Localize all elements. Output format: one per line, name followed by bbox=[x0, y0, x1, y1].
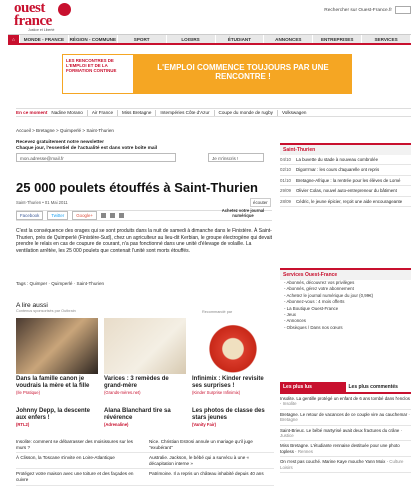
newsletter-email-field[interactable]: mon.adresse@mail.fr bbox=[16, 153, 176, 162]
most-read-item[interactable]: On n'est pas couché. Marine Kaye mouche Yann Moix · Culture Loisirs bbox=[280, 457, 411, 473]
banner-right-text: L'EMPLOI COMMENCE TOUJOURS PAR UNE RENCONTRE ! bbox=[157, 63, 329, 81]
read-also-link[interactable]: Les photos de classe des stars jeunes (Vanity Fair) bbox=[192, 408, 265, 428]
tile-photo[interactable] bbox=[16, 318, 98, 374]
related-link-row bbox=[16, 469, 274, 485]
service-link[interactable]: - Abonnés, découvrez vos privilèges bbox=[284, 280, 355, 285]
article-title: 25 000 poulets étouffés à Saint-Thurien bbox=[16, 180, 258, 195]
tile-title[interactable]: Dans la famille canon je voudrais la mère et la fille bbox=[16, 376, 90, 389]
newsletter-subscribe-button[interactable]: Je m'inscris ! bbox=[208, 153, 264, 162]
main-nav bbox=[8, 34, 411, 45]
tab-most-commented[interactable]: Les plus commentés bbox=[346, 382, 412, 394]
trending-item[interactable]: Miss Bretagne bbox=[122, 110, 152, 115]
tab-most-read[interactable]: Les plus lus bbox=[280, 382, 346, 394]
related-link-row bbox=[16, 437, 274, 453]
related-links bbox=[16, 437, 274, 486]
logo-dot bbox=[58, 3, 71, 16]
top-search bbox=[324, 6, 411, 14]
sidebar-item[interactable]: 01/10 Bretagne-Afrique : la rentrée pour les élèves de Lomé bbox=[280, 176, 411, 186]
most-read-item[interactable]: Miss Bretagne. L'étudiante rennaise destituée pour une photo topless · Rennes bbox=[280, 441, 411, 457]
services-box bbox=[280, 268, 411, 331]
trending-label: En ce moment bbox=[16, 110, 48, 115]
comment-icon[interactable] bbox=[119, 213, 124, 218]
read-also-tile[interactable] bbox=[104, 318, 186, 395]
trending-item[interactable]: Coupe du monde de rugby bbox=[218, 110, 273, 115]
sponsor-note: Contenus sponsorisés par Outbrain bbox=[16, 309, 76, 313]
read-also-tile[interactable] bbox=[192, 318, 274, 395]
recommended-note: Recommandé par bbox=[202, 310, 233, 314]
most-read-tabs bbox=[280, 382, 411, 394]
trending-item[interactable]: Nadine Morano bbox=[51, 110, 83, 115]
search-label[interactable]: Rechercher sur Ouest-France.fr bbox=[324, 7, 392, 13]
service-link[interactable]: - Abonnés, gérez votre abonnement bbox=[284, 286, 354, 292]
nav-loisirs[interactable]: LOISIRS bbox=[167, 35, 216, 43]
most-read-box bbox=[280, 382, 411, 473]
ad-banner[interactable] bbox=[62, 54, 352, 94]
tile-source: (Kinder Surprise Infinimix) bbox=[192, 390, 241, 396]
search-ok-button[interactable] bbox=[395, 6, 411, 14]
related-link[interactable]: Patrimoine. Il a repris un château inhabité depuis 40 ans bbox=[149, 471, 264, 477]
services-header: Services Ouest-France bbox=[280, 268, 411, 280]
listen-button[interactable]: écouter bbox=[250, 198, 271, 207]
twitter-button[interactable]: Twitter bbox=[47, 211, 68, 220]
most-read-item[interactable]: Saint-Brieuc. Le bébé martyrisé avait deux fractures du crâne · Justice bbox=[280, 426, 411, 442]
local-news-sidebar bbox=[280, 143, 411, 207]
breadcrumb[interactable]: Accueil > Bretagne > Quimperlé > Saint-Thurien bbox=[16, 128, 114, 133]
email-icon[interactable] bbox=[101, 213, 106, 218]
nav-monde-france[interactable]: MONDE - FRANCE bbox=[20, 35, 69, 43]
tile-photo[interactable] bbox=[192, 318, 274, 374]
sidebar-header[interactable]: Saint-Thurien bbox=[280, 143, 411, 155]
nav-sport[interactable]: SPORT bbox=[118, 35, 167, 43]
nav-services[interactable]: SERVICES bbox=[362, 35, 411, 43]
service-link[interactable]: - Obsèques / Dans nos cœurs bbox=[284, 324, 343, 330]
print-icon[interactable] bbox=[110, 213, 115, 218]
article-tags[interactable]: Tags : Quimper · Quimperlé · Saint-Thurien bbox=[16, 281, 105, 286]
newsletter-text bbox=[16, 140, 157, 152]
service-link[interactable]: - Achetez le journal numérique du jour (0,99€) bbox=[284, 292, 374, 298]
related-link[interactable]: Australie. Jackson, le bébé qui a survécu à une « décapitation interne » bbox=[149, 455, 250, 466]
related-link[interactable]: À Clisson, la Toscane s'invite en Loire-Atlantique bbox=[16, 455, 115, 461]
nav-home-icon[interactable]: ⌂ bbox=[8, 35, 20, 43]
logo-text: ouest france bbox=[14, 0, 52, 29]
banner-left-text: LES RENCONTRES DE L'EMPLOI ET DE LA FORMATION CONTINUE bbox=[62, 54, 134, 94]
related-link[interactable]: Nice. Christian Estrosi annule un mariage qu'il juge "exubérant" bbox=[149, 439, 253, 450]
sidebar-item[interactable]: 28/09 Cédric, le jeune épicier, reçoit une aide encourageante bbox=[280, 197, 411, 207]
newsletter-line2: Chaque jour, l'essentiel de l'actualité est dans votre boîte mail bbox=[16, 146, 158, 151]
nav-annonces[interactable]: ANNONCES bbox=[264, 35, 313, 43]
logo-tagline: Justice et Liberté bbox=[28, 28, 55, 32]
service-link[interactable]: - La Boutique Ouest-France bbox=[284, 305, 339, 311]
service-link[interactable]: - Abonnez-vous : 4 mois offerts bbox=[284, 299, 345, 305]
site-logo[interactable] bbox=[14, 2, 74, 30]
nav-entreprises[interactable]: ENTREPRISES bbox=[313, 35, 362, 43]
service-link[interactable]: - Annonces bbox=[284, 318, 306, 324]
buy-digital-link[interactable]: Achetez votre journal numérique bbox=[221, 208, 265, 218]
article-body: C'est la conséquence des orages qui se sont produits dans la nuit de samedi à dimanche dans le Finistère. À Saint-Thurien, près de Quimperlé (Finistère-Sud), chez un agriculteur au lieu-dit Kerbian, le groupe électrogène qui devait prendre le relais en cas de coupure de courant, n'a pas fonctionné dans une unité d'élevage de volaille. La ventilation arrêtée, les 25 000 poulets que contenait l'unité sont morts étouffés. bbox=[16, 228, 272, 254]
read-also-link[interactable]: Johnny Depp, la descente aux enfers ! (RTL2) bbox=[16, 408, 91, 428]
google-plus-button[interactable]: Google+ bbox=[72, 211, 97, 220]
read-also-tile[interactable] bbox=[16, 318, 98, 395]
trending-item[interactable]: Air France bbox=[91, 110, 114, 115]
tile-title[interactable]: Infinimix : Kinder revisite ses surprises ! bbox=[192, 376, 264, 389]
most-read-item[interactable]: Insolite. La gentille protégé un enfant de 6 ans tombé dans l'enclos · Insolite bbox=[280, 394, 411, 410]
sidebar-item[interactable]: 29/09 Olivier Colas, nouvel auto-entrepreneur du bâtiment bbox=[280, 186, 411, 196]
tile-photo[interactable] bbox=[104, 318, 186, 374]
related-link[interactable]: Insolite: comment se débarrasser des moisissures sur les murs ? bbox=[16, 439, 133, 450]
related-link-row bbox=[16, 453, 274, 469]
sidebar-item[interactable]: 02/10 Digon'mar : les cours d'aquarelle ont repris bbox=[280, 165, 411, 175]
article-meta: Saint-Thurien • 01 Mai 2011 bbox=[16, 200, 68, 205]
trending-item[interactable]: Volkswagen bbox=[281, 110, 307, 115]
newsletter-line1: Recevez gratuitement notre newsletter bbox=[16, 140, 104, 145]
trending-item[interactable]: Intempéries Côte d'Azur bbox=[160, 110, 210, 115]
most-read-item[interactable]: Bretagne. Le retour de vacances de ce couple vire au cauchemar · Bretagne bbox=[280, 410, 411, 426]
tile-source: (Grands-mères.net) bbox=[104, 390, 141, 396]
sidebar-item[interactable]: 04/10 La buvette du stade à nouveau combrolée bbox=[280, 155, 411, 165]
read-also-tiles bbox=[16, 318, 274, 395]
read-also-row2 bbox=[16, 408, 274, 429]
tile-title[interactable]: Varices : 3 remèdes de grand-mère bbox=[104, 376, 169, 389]
service-link[interactable]: - Jeux bbox=[284, 312, 296, 318]
nav-etudiant[interactable]: ÉTUDIANT bbox=[216, 35, 265, 43]
read-also-link[interactable]: Alana Blanchard tire sa révérence (Adrenaline) bbox=[104, 408, 171, 428]
facebook-button[interactable]: Facebook bbox=[16, 211, 43, 220]
read-also-title: A lire aussi bbox=[16, 302, 48, 309]
related-link[interactable]: Protégez votre maison avec une toiture et des façades en cuivre bbox=[16, 471, 134, 482]
tile-source: (Ile Pratique) bbox=[16, 390, 40, 396]
trending-bar bbox=[16, 108, 411, 117]
nav-region-commune[interactable]: RÉGION - COMMUNE bbox=[69, 37, 117, 42]
